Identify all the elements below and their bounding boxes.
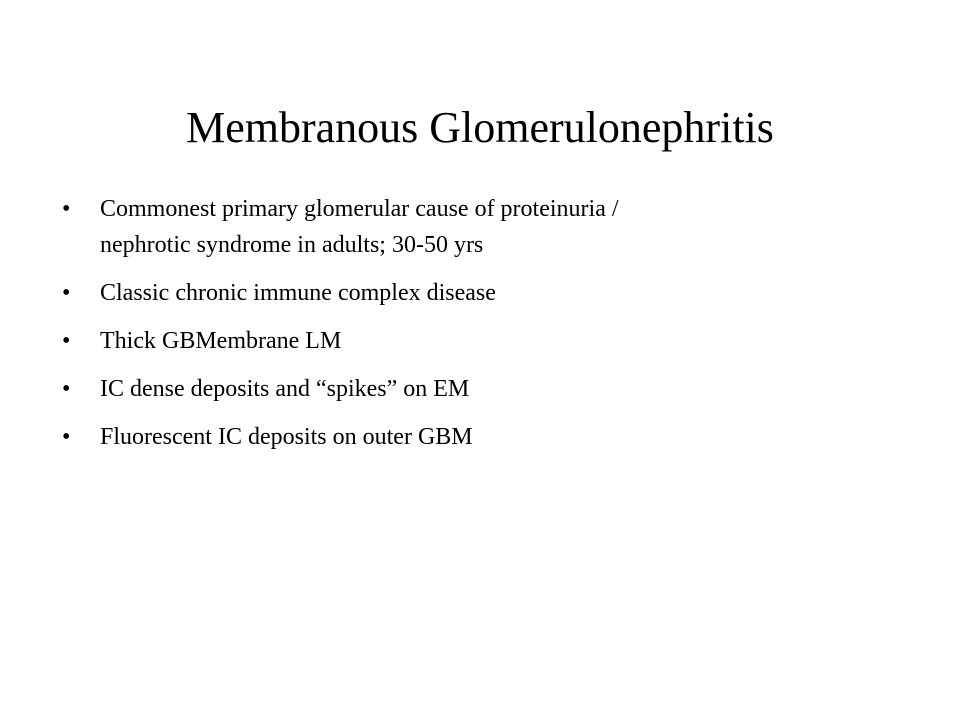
bullet-glyph: • bbox=[62, 328, 71, 354]
bullet-item bbox=[60, 275, 840, 311]
bullet-text-line: Classic chronic immune complex disease bbox=[100, 280, 496, 306]
bullet-text-line: Commonest primary glomerular cause of proteinuria / bbox=[100, 196, 619, 222]
bullet-text-line: Fluorescent IC deposits on outer GBM bbox=[100, 424, 473, 450]
bullet-glyph: • bbox=[62, 376, 71, 402]
bullet-glyph: • bbox=[62, 280, 71, 306]
slide-title: Membranous Glomerulonephritis bbox=[186, 103, 774, 152]
bullet-glyph: • bbox=[62, 196, 71, 222]
bullet-item bbox=[60, 419, 840, 455]
bullet-item bbox=[60, 191, 840, 263]
bullet-item bbox=[60, 323, 840, 359]
bullet-text-line: Thick GBMembrane LM bbox=[100, 328, 342, 354]
bullet-text-line: nephrotic syndrome in adults; 30-50 yrs bbox=[100, 232, 484, 258]
bullet-glyph: • bbox=[62, 424, 71, 450]
bullet-text-line: IC dense deposits and “spikes” on EM bbox=[100, 376, 470, 402]
bullet-list bbox=[60, 191, 840, 467]
bullet-item bbox=[60, 371, 840, 407]
